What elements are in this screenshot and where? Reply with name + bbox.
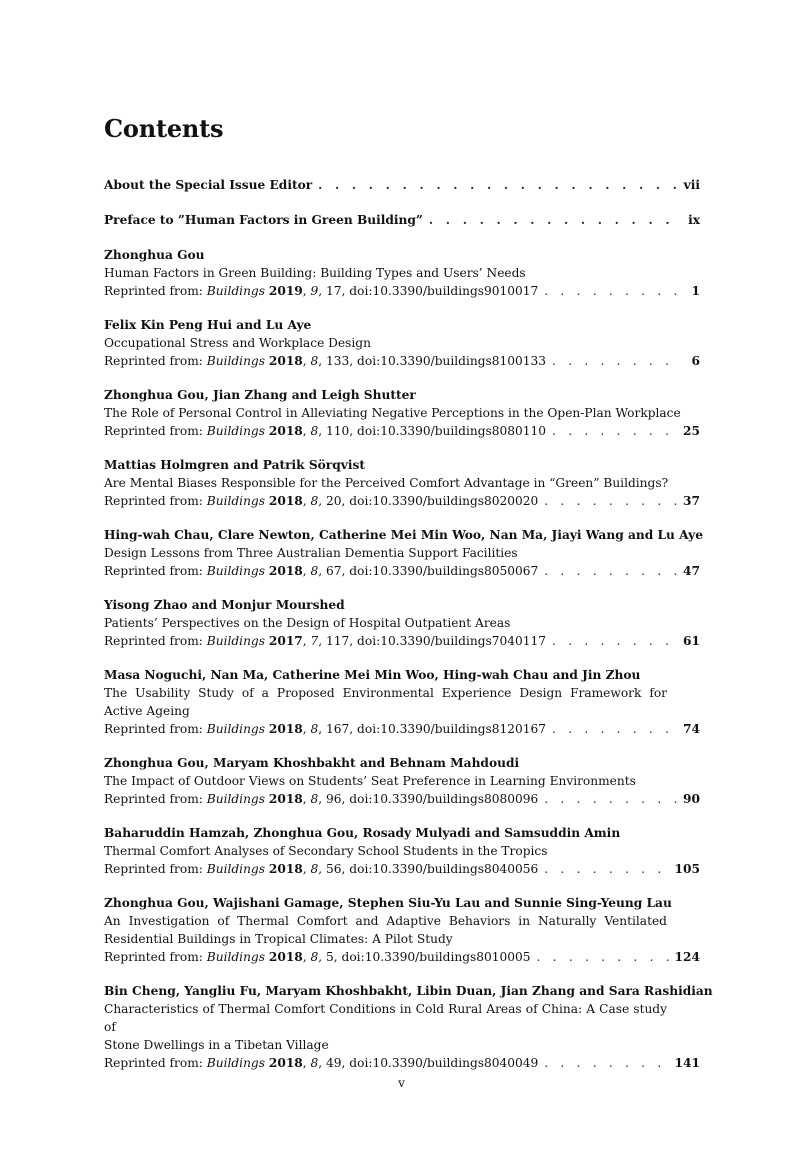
toc-front-matter-item[interactable] (104, 176, 700, 194)
toc-entry-reprint-line (104, 282, 700, 300)
toc-entry[interactable] (104, 386, 700, 440)
reprint-citation: Reprinted from: Buildings 2018, 8, 167, doi:10.3390/buildings8120167 (104, 722, 547, 736)
toc-page-number: vii (683, 178, 700, 192)
reprint-prefix: Reprinted from: (104, 1056, 207, 1070)
toc-entry-authors: Hing-wah Chau, Clare Newton, Catherine Mei Min Woo, Nan Ma, Jiayi Wang and Lu Aye (104, 528, 703, 542)
dot-leader (552, 720, 680, 738)
publication-year: 2018 (268, 1056, 303, 1070)
dot-leader (544, 1054, 671, 1072)
reprint-citation: Reprinted from: Buildings 2018, 8, 67, doi:10.3390/buildings8050067 (104, 564, 539, 578)
dot-leader (552, 632, 680, 650)
toc-page-number: 37 (683, 494, 700, 508)
publication-year: 2019 (268, 284, 303, 298)
toc-entry-authors: Zhonghua Gou (104, 248, 205, 262)
reprint-citation: Reprinted from: Buildings 2018, 8, 96, doi:10.3390/buildings8080096 (104, 792, 539, 806)
dot-leader (544, 282, 681, 300)
toc-page-number: 141 (674, 1056, 700, 1070)
dot-leader (552, 422, 680, 440)
publication-year: 2018 (268, 564, 303, 578)
reprint-prefix: Reprinted from: (104, 634, 207, 648)
publication-year: 2017 (268, 634, 303, 648)
toc-entry-reprint-line (104, 352, 700, 370)
reprint-citation: Reprinted from: Buildings 2018, 8, 110, doi:10.3390/buildings8080110 (104, 424, 547, 438)
toc-entry-title: The Role of Personal Control in Alleviating Negative Perceptions in the Open-Plan Workplace (104, 406, 681, 420)
toc-entry-reprint-line (104, 492, 700, 510)
doi-text: , 5, doi:10.3390/buildings8010005 (318, 950, 531, 964)
toc-entry[interactable] (104, 754, 700, 808)
doi-text: , 17, doi:10.3390/buildings9010017 (318, 284, 539, 298)
publication-year: 2018 (268, 354, 303, 368)
reprint-citation: Reprinted from: Buildings 2018, 8, 20, doi:10.3390/buildings8020020 (104, 494, 539, 508)
dot-leader (318, 176, 681, 194)
publication-year: 2018 (268, 792, 303, 806)
toc-entry-authors: Masa Noguchi, Nan Ma, Catherine Mei Min Woo, Hing-wah Chau and Jin Zhou (104, 668, 641, 682)
toc-entry-authors: Zhonghua Gou, Wajishani Gamage, Stephen Siu-Yu Lau and Sunnie Sing-Yeung Lau (104, 896, 672, 910)
toc-entry-reprint-line (104, 422, 700, 440)
doi-text: , 67, doi:10.3390/buildings8050067 (318, 564, 539, 578)
volume-number: 9 (310, 284, 319, 298)
toc-front-matter-item[interactable] (104, 211, 700, 229)
reprint-prefix: Reprinted from: (104, 862, 207, 876)
journal-name: Buildings (206, 862, 265, 876)
toc-entry-authors: Zhonghua Gou, Jian Zhang and Leigh Shutter (104, 388, 416, 402)
doi-text: , 133, doi:10.3390/buildings8100133 (318, 354, 547, 368)
volume-number: 8 (310, 950, 319, 964)
toc-entry-title: Patients’ Perspectives on the Design of Hospital Outpatient Areas (104, 616, 511, 630)
reprint-citation: Reprinted from: Buildings 2018, 8, 5, doi:10.3390/buildings8010005 (104, 950, 531, 964)
toc-page-number: 6 (691, 354, 700, 368)
toc-entry-authors: Bin Cheng, Yangliu Fu, Maryam Khoshbakht, Libin Duan, Jian Zhang and Sara Rashidian (104, 984, 713, 998)
toc-entry[interactable] (104, 456, 700, 510)
toc-entries (104, 246, 713, 1072)
publication-year: 2018 (268, 494, 303, 508)
journal-name: Buildings (206, 564, 265, 578)
doi-text: , 96, doi:10.3390/buildings8080096 (318, 792, 539, 806)
volume-number: 8 (310, 792, 319, 806)
journal-name: Buildings (206, 722, 265, 736)
toc-entry-title: The Impact of Outdoor Views on Students’ Seat Preference in Learning Environments (104, 774, 636, 788)
toc-page-number: 61 (683, 634, 700, 648)
journal-name: Buildings (206, 494, 265, 508)
reprint-prefix: Reprinted from: (104, 494, 207, 508)
toc-entry-title: The Usability Study of a Proposed Environmental Experience Design Framework for (104, 686, 667, 700)
doi-text: , 110, doi:10.3390/buildings8080110 (318, 424, 547, 438)
reprint-prefix: Reprinted from: (104, 354, 207, 368)
toc-entry-reprint-line (104, 860, 700, 878)
toc-entry-reprint-line (104, 790, 700, 808)
doi-text: , 117, doi:10.3390/buildings7040117 (318, 634, 547, 648)
toc-page-number: 1 (691, 284, 700, 298)
doi-text: , 49, doi:10.3390/buildings8040049 (318, 1056, 539, 1070)
toc-entry-title: Human Factors in Green Building: Building Types and Users’ Needs (104, 266, 526, 280)
toc-page-number: 25 (683, 424, 700, 438)
publication-year: 2018 (268, 424, 303, 438)
reprint-citation: Reprinted from: Buildings 2019, 9, 17, doi:10.3390/buildings9010017 (104, 284, 539, 298)
toc-entry[interactable] (104, 666, 700, 738)
toc-front-label: Preface to ”Human Factors in Green Building” (104, 213, 423, 227)
volume-number: 8 (310, 494, 319, 508)
reprint-citation: Reprinted from: Buildings 2017, 7, 117, doi:10.3390/buildings7040117 (104, 634, 547, 648)
dot-leader (544, 790, 680, 808)
volume-number: 8 (310, 862, 319, 876)
toc-page-number: 47 (683, 564, 700, 578)
journal-name: Buildings (206, 634, 265, 648)
toc-entry-authors: Zhonghua Gou, Maryam Khoshbakht and Behnam Mahdoudi (104, 756, 520, 770)
toc-entry-authors: Baharuddin Hamzah, Zhonghua Gou, Rosady Mulyadi and Samsuddin Amin (104, 826, 621, 840)
table-of-contents (104, 176, 713, 1088)
toc-page-number: ix (688, 213, 700, 227)
toc-page-number: 105 (674, 862, 700, 876)
publication-year: 2018 (268, 722, 303, 736)
dot-leader (429, 211, 681, 229)
reprint-prefix: Reprinted from: (104, 564, 207, 578)
toc-entry[interactable] (104, 982, 713, 1072)
reprint-citation: Reprinted from: Buildings 2018, 8, 49, doi:10.3390/buildings8040049 (104, 1056, 539, 1070)
reprint-prefix: Reprinted from: (104, 722, 207, 736)
toc-entry-reprint-line (104, 632, 700, 650)
page-title: Contents (104, 114, 224, 143)
dot-leader (544, 562, 680, 580)
volume-number: 8 (310, 424, 319, 438)
dot-leader (544, 860, 671, 878)
toc-entry-authors: Felix Kin Peng Hui and Lu Aye (104, 318, 312, 332)
toc-entry-title: Are Mental Biases Responsible for the Perceived Comfort Advantage in “Green” Buildings? (104, 476, 669, 490)
toc-entry[interactable] (104, 894, 700, 966)
toc-entry-reprint-line (104, 562, 700, 580)
toc-entry-reprint-line (104, 948, 700, 966)
toc-entry-title: Active Ageing (104, 704, 190, 718)
toc-entry-title: Thermal Comfort Analyses of Secondary School Students in the Tropics (104, 844, 548, 858)
dot-leader (544, 492, 680, 510)
dot-leader (552, 352, 681, 370)
publication-year: 2018 (268, 950, 303, 964)
toc-entry-reprint-line (104, 1054, 700, 1072)
toc-entry[interactable] (104, 596, 700, 650)
journal-name: Buildings (206, 950, 265, 964)
toc-entry[interactable] (104, 246, 700, 300)
toc-entry-title: Characteristics of Thermal Comfort Conditions in Cold Rural Areas of China: A Case study of (104, 1002, 667, 1034)
reprint-prefix: Reprinted from: (104, 284, 207, 298)
reprint-prefix: Reprinted from: (104, 950, 207, 964)
doi-text: , 56, doi:10.3390/buildings8040056 (318, 862, 539, 876)
toc-entry-title: Stone Dwellings in a Tibetan Village (104, 1038, 329, 1052)
toc-entry-authors: Mattias Holmgren and Patrik Sörqvist (104, 458, 365, 472)
toc-front-label: About the Special Issue Editor (104, 178, 313, 192)
page-number-footer: v (398, 1076, 405, 1090)
reprint-citation: Reprinted from: Buildings 2018, 8, 56, doi:10.3390/buildings8040056 (104, 862, 539, 876)
volume-number: 8 (310, 564, 319, 578)
toc-page-number: 90 (683, 792, 700, 806)
toc-entry-title: Occupational Stress and Workplace Design (104, 336, 371, 350)
toc-entry-title: Residential Buildings in Tropical Climates: A Pilot Study (104, 932, 453, 946)
volume-number: 7 (310, 634, 319, 648)
toc-entry[interactable] (104, 824, 700, 878)
toc-entry-authors: Yisong Zhao and Monjur Mourshed (104, 598, 345, 612)
toc-entry[interactable] (104, 316, 700, 370)
volume-number: 8 (310, 722, 319, 736)
toc-entry-title: Design Lessons from Three Australian Dementia Support Facilities (104, 546, 518, 560)
journal-name: Buildings (206, 424, 265, 438)
publication-year: 2018 (268, 862, 303, 876)
reprint-prefix: Reprinted from: (104, 792, 207, 806)
reprint-citation: Reprinted from: Buildings 2018, 8, 133, doi:10.3390/buildings8100133 (104, 354, 547, 368)
toc-entry-reprint-line (104, 720, 700, 738)
volume-number: 8 (310, 1056, 319, 1070)
toc-entry[interactable] (104, 526, 703, 580)
journal-name: Buildings (206, 354, 265, 368)
reprint-prefix: Reprinted from: (104, 424, 207, 438)
doi-text: , 167, doi:10.3390/buildings8120167 (318, 722, 547, 736)
toc-entry-title: An Investigation of Thermal Comfort and Adaptive Behaviors in Naturally Ventilated (104, 914, 667, 928)
dot-leader (537, 948, 672, 966)
doi-text: , 20, doi:10.3390/buildings8020020 (318, 494, 539, 508)
journal-name: Buildings (206, 284, 265, 298)
toc-page-number: 124 (674, 950, 700, 964)
journal-name: Buildings (206, 1056, 265, 1070)
journal-name: Buildings (206, 792, 265, 806)
toc-page-number: 74 (683, 722, 700, 736)
volume-number: 8 (310, 354, 319, 368)
